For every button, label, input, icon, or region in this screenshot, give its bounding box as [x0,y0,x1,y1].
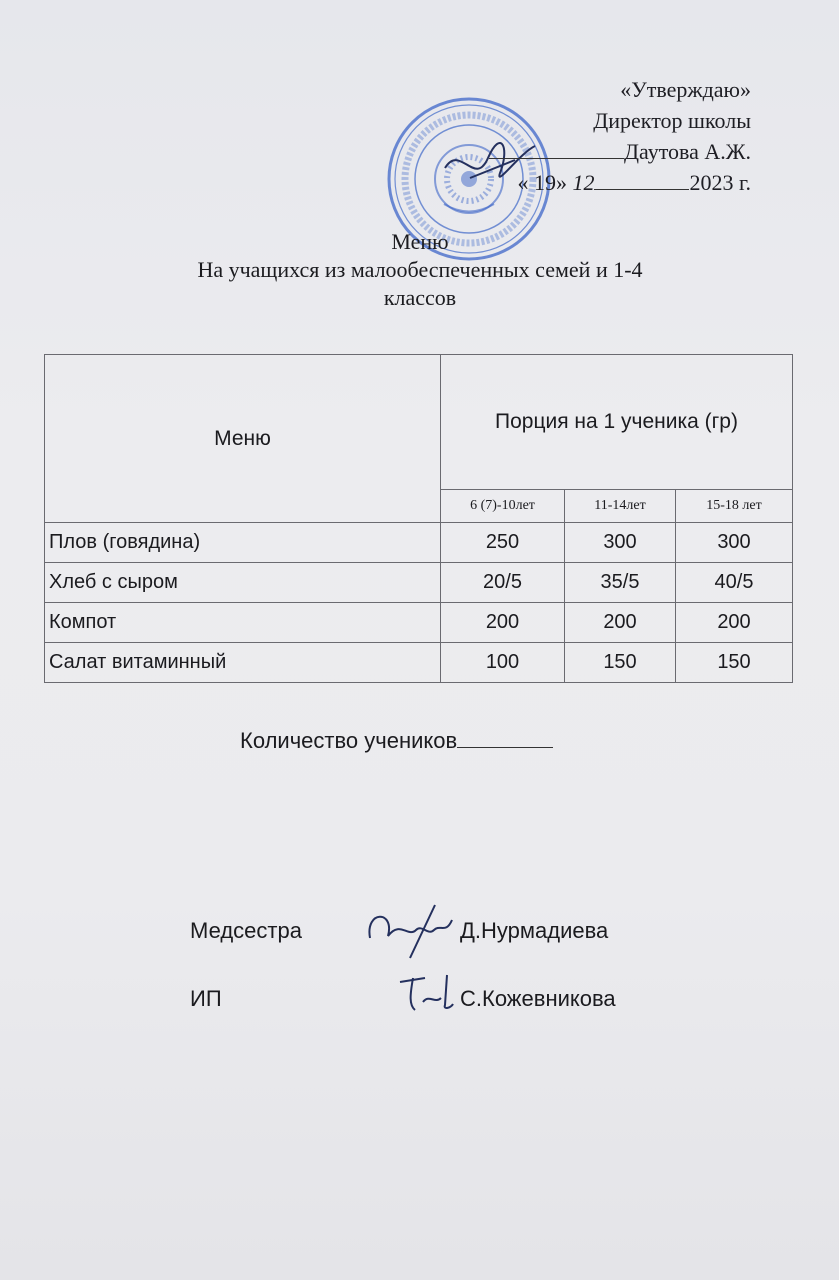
portion-value: 300 [676,523,793,563]
date-day: « 19» [517,170,567,195]
approval-date [421,167,751,198]
portion-value: 150 [676,643,793,683]
age-group-1: 6 (7)-10лет [441,490,565,523]
portion-value: 200 [676,603,793,643]
approval-heading: «Утверждаю» [620,77,751,102]
table-row [45,523,793,563]
header-portion: Порция на 1 ученика (гр) [441,355,793,490]
ip-signature [395,960,465,1020]
portion-value: 250 [441,523,565,563]
title-subtitle-cont: классов [383,285,457,310]
signature-underline [489,140,624,159]
signature-role: ИП [190,986,222,1011]
table-row [45,643,793,683]
portion-value: 150 [565,643,676,683]
signature-role: Медсестра [190,918,302,943]
dish-name: Салат витаминный [45,643,441,683]
approval-block [421,74,751,198]
dish-name: Компот [45,603,441,643]
portion-value: 35/5 [565,563,676,603]
student-count-blank [457,729,553,748]
signature-name: Д.Нурмадиева [460,918,609,943]
signature-name: С.Кожевникова [460,986,616,1011]
portion-value: 20/5 [441,563,565,603]
director-name: Даутова А.Ж. [624,139,751,164]
table-row [45,563,793,603]
title-menu: Меню [391,229,449,254]
portion-value: 200 [441,603,565,643]
header-menu: Меню [45,355,441,523]
table-header-row [45,355,793,490]
age-group-2: 11-14лет [565,490,676,523]
dish-name: Хлеб с сыром [45,563,441,603]
document-title [120,228,720,312]
menu-table [44,354,793,683]
dish-name: Плов (говядина) [45,523,441,563]
date-month: 12 [572,170,595,195]
portion-value: 100 [441,643,565,683]
student-count-label: Количество учеников [240,728,458,753]
date-year: 2023 г. [689,170,751,195]
portion-value: 40/5 [676,563,793,603]
nurse-signature [360,900,460,960]
director-name-line [421,136,751,167]
table-row [45,603,793,643]
director-title: Директор школы [593,108,751,133]
date-underline [594,171,689,190]
title-subtitle: На учащихся из малообеспеченных семей и 1-4 [197,257,643,282]
age-group-3: 15-18 лет [676,490,793,523]
student-count [240,728,553,754]
portion-value: 200 [565,603,676,643]
portion-value: 300 [565,523,676,563]
